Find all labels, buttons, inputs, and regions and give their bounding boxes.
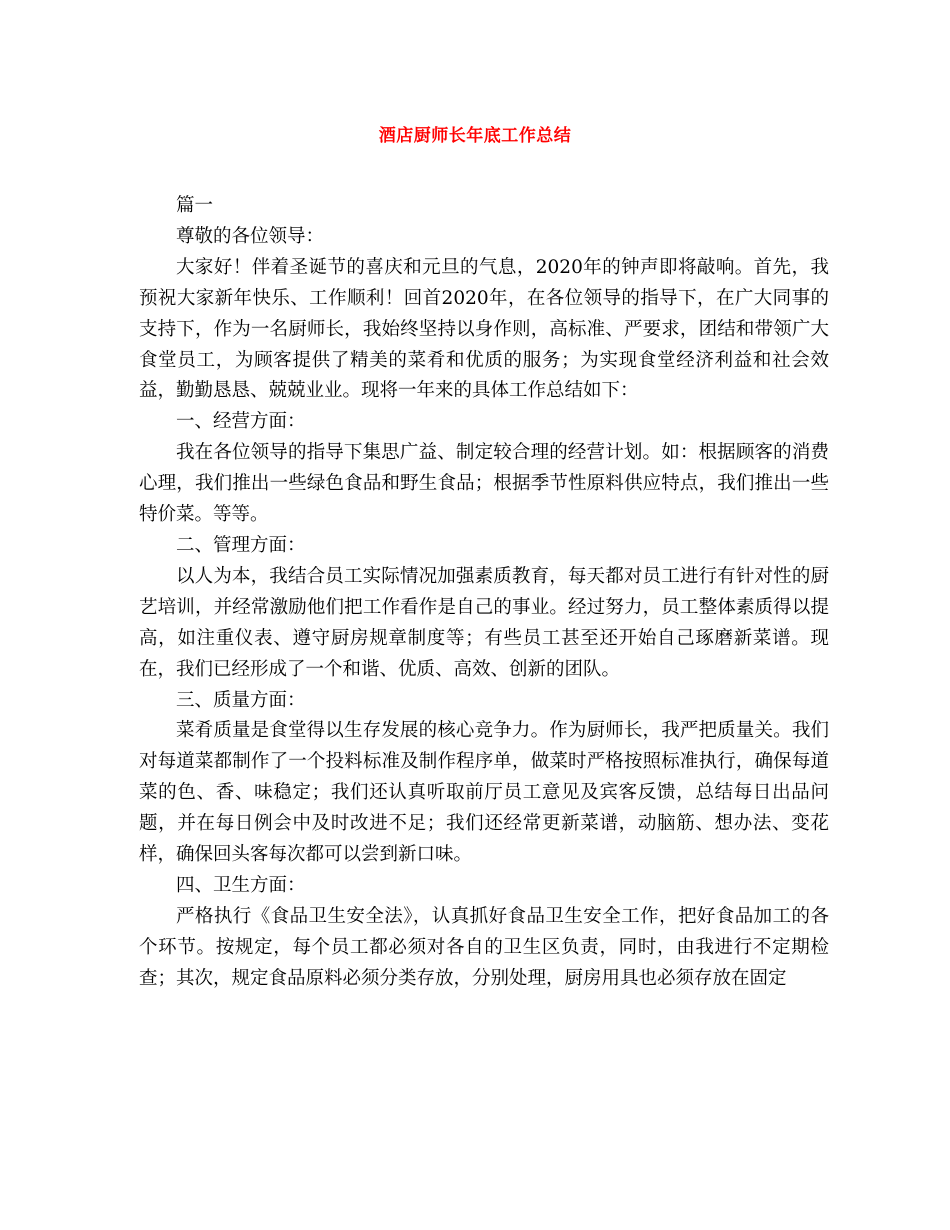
heading-hygiene: 四、卫生方面： — [176, 874, 306, 896]
hygiene-paragraph: 严格执行《食品卫生安全法》，认真抓好食品卫生安全工作，把好食品加工的各个环节。按规定，每个员工都必须对各自的卫生区负责，同时，由我进行不定期检查；其次，规定食品原料必须分类存放，分别处理，厨房用具也必须存放在固定 — [139, 905, 829, 989]
heading-quality: 三、质量方面： — [176, 689, 306, 711]
salutation: 尊敬的各位领导： — [176, 225, 325, 247]
document-body — [139, 191, 829, 995]
intro-paragraph: 大家好！伴着圣诞节的喜庆和元旦的气息，2020年的钟声即将敲响。首先，我预祝大家新年快乐、工作顺利！回首2020年，在各位领导的指导下，在广大同事的支持下，作为一名厨师长，我始终坚持以身作则，高标准、严要求，团结和带领广大食堂员工，为顾客提供了精美的菜肴和优质的服务；为实现食堂经济利益和社会效益，勤勤恳恳、兢兢业业。现将一年来的具体工作总结如下： — [139, 256, 829, 402]
heading-management: 二、管理方面： — [176, 534, 306, 556]
heading-operations: 一、经营方面： — [176, 411, 306, 433]
section-label: 篇一 — [176, 195, 214, 216]
quality-paragraph: 菜肴质量是食堂得以生存发展的核心竞争力。作为厨师长，我严把质量关。我们对每道菜都制作了一个投料标准及制作程序单，做菜时严格按照标准执行，确保每道菜的色、香、味稳定；我们还认真听取前厅员工意见及宾客反馈，总结每日出品问题，并在每日例会中及时改进不足；我们还经常更新菜谱，动脑筋、想办法、变花样，确保回头客每次都可以尝到新口味。 — [139, 720, 829, 866]
document-title: 酒店厨师长年底工作总结 — [378, 126, 572, 146]
management-paragraph: 以人为本，我结合员工实际情况加强素质教育，每天都对员工进行有针对性的厨艺培训，并经常激励他们把工作看作是自己的事业。经过努力，员工整体素质得以提高，如注重仪表、遵守厨房规章制度等；有些员工甚至还开始自己琢磨新菜谱。现在，我们已经形成了一个和谐、优质、高效、创新的团队。 — [139, 565, 829, 680]
operations-paragraph: 我在各位领导的指导下集思广益、制定较合理的经营计划。如：根据顾客的消费心理，我们推出一些绿色食品和野生食品；根据季节性原料供应特点，我们推出一些特价菜。等等。 — [139, 442, 829, 526]
